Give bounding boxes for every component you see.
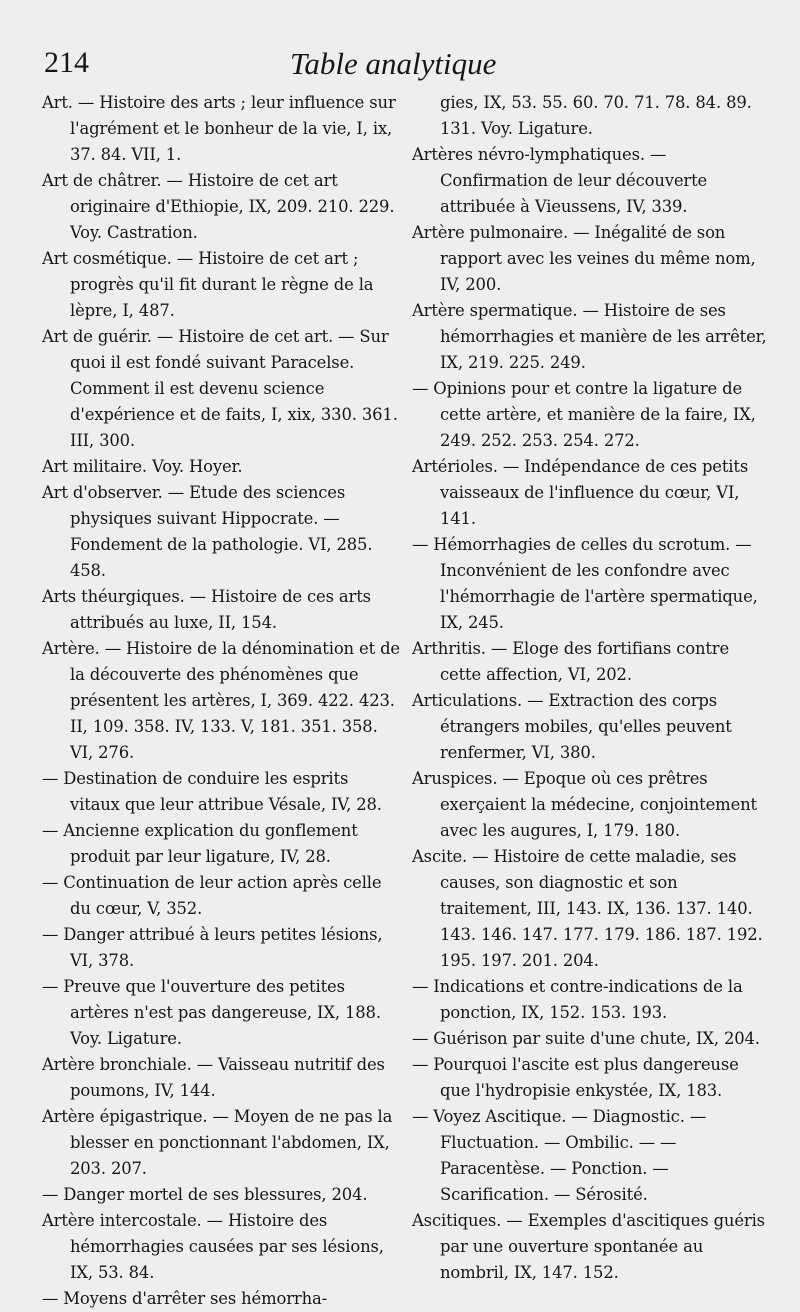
index-entry: Art de guérir. — Histoire de cet art. — Sur quoi il est fondé suivant Paracelse. Comment il est devenu science d'expérience et de faits, I, xix, 330. 361. III, 300.: [42, 327, 398, 450]
index-entry: Art cosmétique. — Histoire de cet art ; progrès qu'il fit durant le règne de la lèpre, I, 487.: [42, 249, 374, 320]
index-entry: Artère. — Histoire de la dénomination et de la découverte des phénomènes que présentent les artères, I, 369. 422. 423. II, 109. 358. IV, 133. V, 181. 351. 358. VI, 276.: [42, 639, 400, 762]
index-entry: — Destination de conduire les esprits vitaux que leur attribue Vésale, IV, 28.: [42, 769, 382, 814]
index-entry: Ascitiques. — Exemples d'ascitiques guéris par une ouverture spontanée au nombril, IX, 147. 152.: [412, 1211, 765, 1282]
index-entry: Artère intercostale. — Histoire des hémorrhagies causées par ses lésions, IX, 53. 84.: [42, 1211, 384, 1282]
index-entry: Arthritis. — Eloge des fortifians contre cette affection, VI, 202.: [412, 639, 730, 684]
index-entry: — Hémorrhagies de celles du scrotum. — Inconvénient de les confondre avec l'hémorrhagie de l'artère spermatique, IX, 245.: [412, 535, 758, 632]
index-entry: Aruspices. — Epoque où ces prêtres exerçaient la médecine, conjointement avec les augures, I, 179. 180.: [412, 769, 757, 840]
index-entry: Artère épigastrique. — Moyen de ne pas la blesser en ponctionnant l'abdomen, IX, 203. 207.: [42, 1107, 393, 1178]
index-entry: — Preuve que l'ouverture des petites artères n'est pas dangereuse, IX, 188. Voy. Ligature.: [42, 977, 381, 1048]
right-column: [412, 90, 772, 1286]
index-entry: — Guérison par suite d'une chute, IX, 204.: [412, 1029, 760, 1048]
index-entry: — Moyens d'arrêter ses hémorrha-: [42, 1289, 327, 1308]
index-entry: — Indications et contre-indications de la ponction, IX, 152. 153. 193.: [412, 977, 743, 1022]
index-entry: — Danger attribué à leurs petites lésions, VI, 378.: [42, 925, 383, 970]
index-entry: Art militaire. Voy. Hoyer.: [42, 457, 243, 476]
index-entry: — Continuation de leur action après celle du cœur, V, 352.: [42, 873, 382, 918]
index-entry: Ascite. — Histoire de cette maladie, ses causes, son diagnostic et son traitement, III, 143. IX, 136. 137. 140. 143. 146. 147. 177. 179. 186. 187. 192. 195. 197. 201. 204.: [412, 847, 763, 970]
index-entry: Articulations. — Extraction des corps étrangers mobiles, qu'elles peuvent renfermer, VI, 380.: [412, 691, 732, 762]
index-entry: Artères névro-lymphatiques. — Confirmation de leur découverte attribuée à Vieussens, IV, 339.: [412, 145, 708, 216]
index-entry: — Opinions pour et contre la ligature de cette artère, et manière de la faire, IX, 249. 252. 253. 254. 272.: [412, 379, 756, 450]
index-entry: Artérioles. — Indépendance de ces petits vaisseaux de l'influence du cœur, VI, 141.: [412, 457, 749, 528]
index-entry: Artère spermatique. — Histoire de ses hémorrhagies et manière de les arrêter, IX, 219. 225. 249.: [412, 301, 767, 372]
index-entry: — Pourquoi l'ascite est plus dangereuse que l'hydropisie enkystée, IX, 183.: [412, 1055, 739, 1100]
index-entry: Art de châtrer. — Histoire de cet art originaire d'Ethiopie, IX, 209. 210. 229. Voy. Castration.: [42, 171, 395, 242]
index-entry: — Ancienne explication du gonflement produit par leur ligature, IV, 28.: [42, 821, 358, 866]
running-title: Table analytique: [290, 46, 497, 81]
index-entry: Arts théurgiques. — Histoire de ces arts attribués au luxe, II, 154.: [42, 587, 371, 632]
index-entry: gies, IX, 53. 55. 60. 70. 71. 78. 84. 89. 131. Voy. Ligature.: [440, 93, 752, 138]
index-entry: Art. — Histoire des arts ; leur influence sur l'agrément et le bonheur de la vie, I, ix, 37. 84. VII, 1.: [42, 93, 396, 164]
page-number: 214: [44, 46, 89, 79]
index-entry: Artère bronchiale. — Vaisseau nutritif des poumons, IV, 144.: [42, 1055, 385, 1100]
left-column: [42, 90, 402, 1312]
index-entry: — Voyez Ascitique. — Diagnostic. — Fluctuation. — Ombilic. — — Paracentèse. — Ponction. — Scarification. — Sérosité.: [412, 1107, 707, 1204]
page-header: [44, 44, 744, 88]
index-entry: Art d'observer. — Etude des sciences physiques suivant Hippocrate. — Fondement de la pathologie. VI, 285. 458.: [42, 483, 373, 580]
index-entry: Artère pulmonaire. — Inégalité de son rapport avec les veines du même nom, IV, 200.: [412, 223, 756, 294]
index-entry: — Danger mortel de ses blessures, 204.: [42, 1185, 368, 1204]
